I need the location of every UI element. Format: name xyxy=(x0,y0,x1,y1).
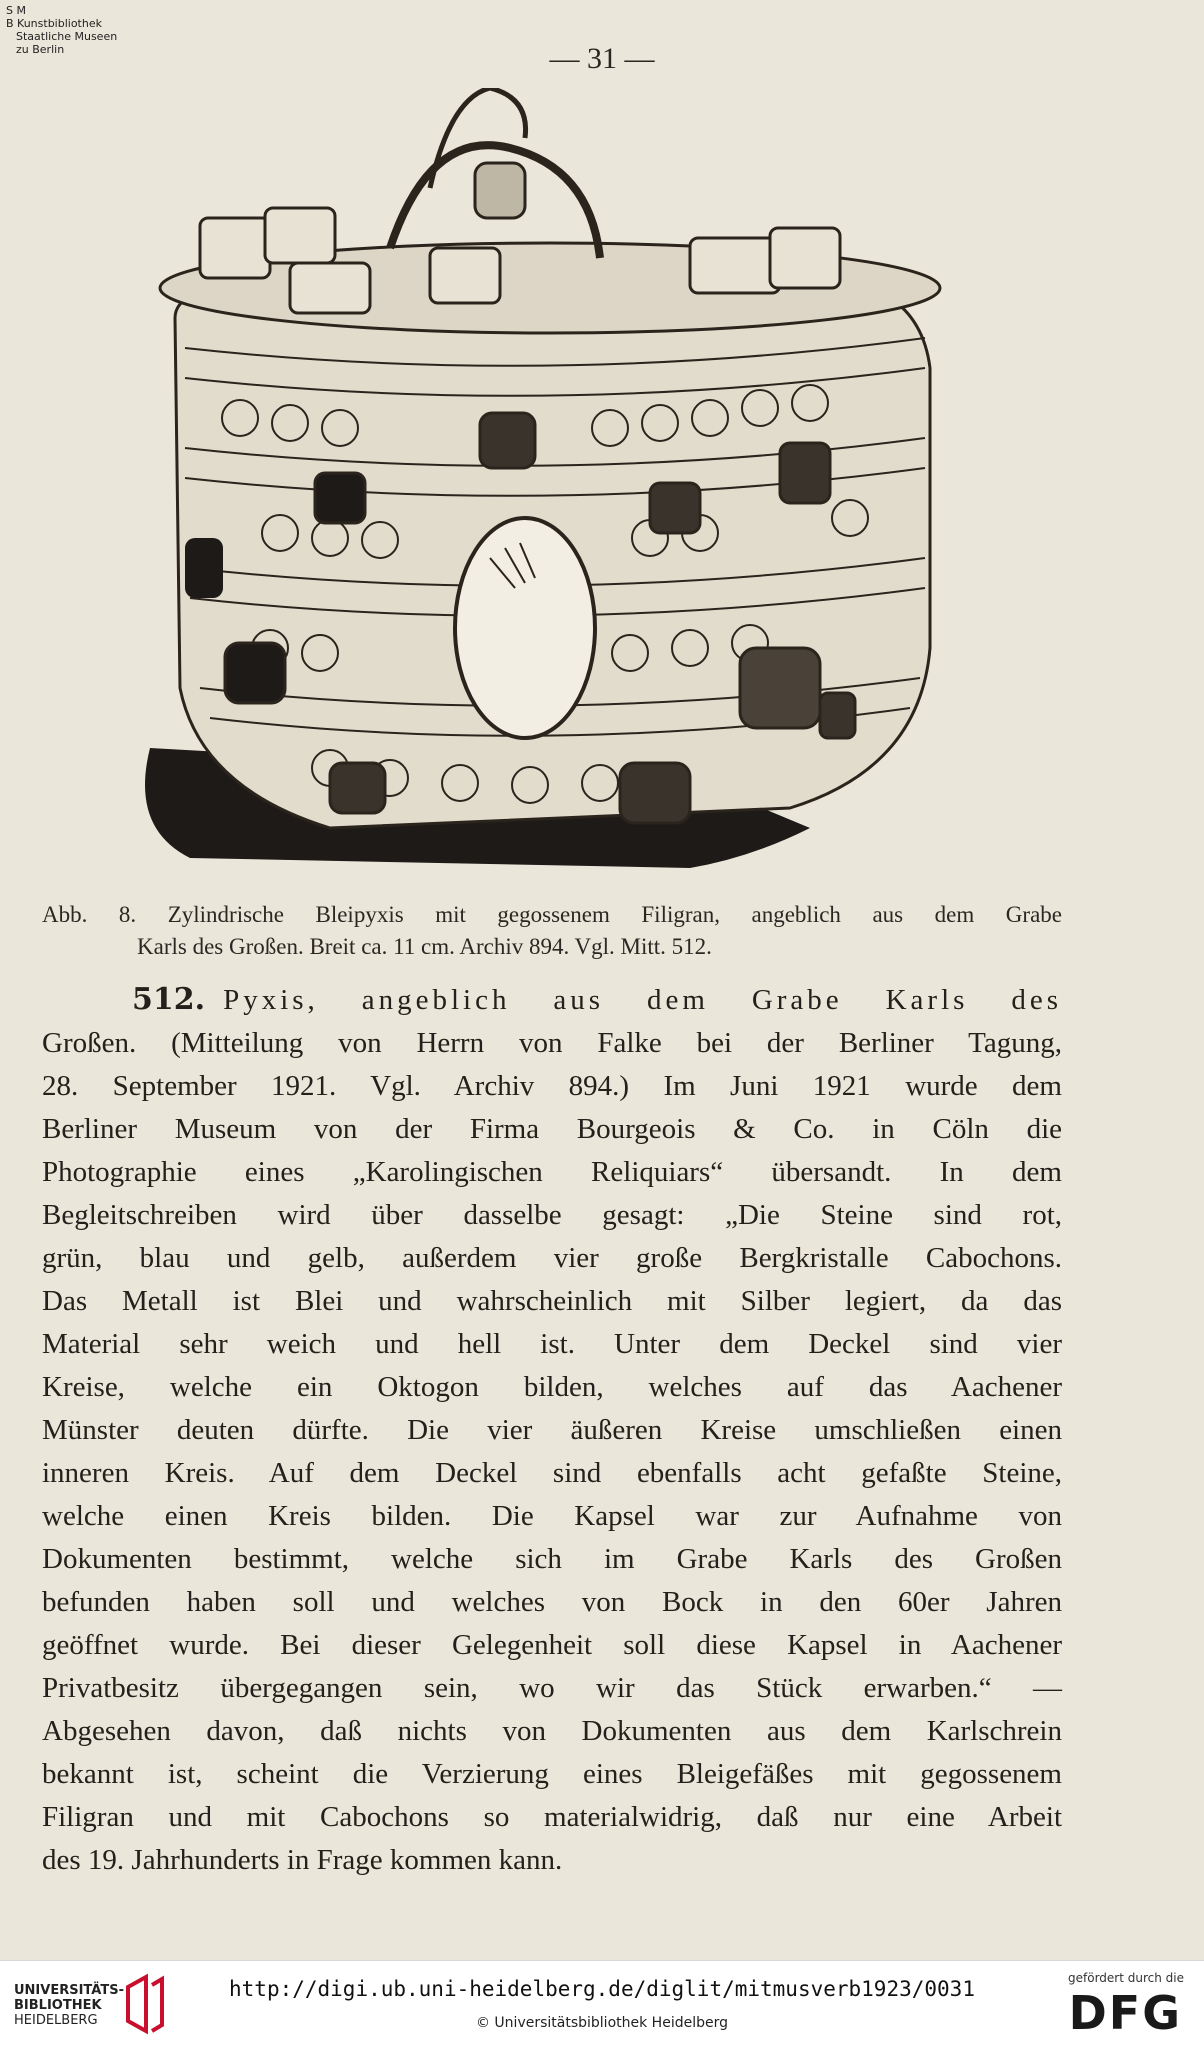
handle-stone xyxy=(475,163,525,218)
text-line: Berliner Museum von der Firma Bourgeois & Co. in Cöln die xyxy=(42,1113,1062,1145)
library-name-line: HEIDELBERG xyxy=(14,2013,98,2028)
text-line: Abgesehen davon, daß nichts von Dokumenten aus dem Karlschrein xyxy=(42,1715,1062,1747)
text-line: Privatbesitz übergegangen sein, wo wir das Stück erwarben.“ — xyxy=(42,1672,1062,1704)
permalink-url[interactable]: http://digi.ub.uni-heidelberg.de/diglit/mitmusverb1923/0031 xyxy=(229,1977,975,2001)
lead-pyxis-engraving-icon xyxy=(130,88,990,878)
text-line: Filigran und mit Cabochons so materialwidrig, daß nur eine Arbeit xyxy=(42,1801,1062,1833)
text-line: befunden haben soll und welches von Bock in den 60er Jahren xyxy=(42,1586,1062,1618)
text-line: Dokumenten bestimmt, welche sich im Grabe Karls des Großen xyxy=(42,1543,1062,1575)
text-line: grün, blau und gelb, außerdem vier große Bergkristalle Cabochons. xyxy=(42,1242,1062,1274)
stamp-line: S M xyxy=(6,4,26,17)
caption-line-2: Karls des Großen. Breit ca. 11 cm. Archiv 894. Vgl. Mitt. 512. xyxy=(137,934,712,959)
pyxis-illustration xyxy=(130,88,990,878)
library-name-line: UNIVERSITÄTS- xyxy=(14,1983,124,1998)
viewer-footer xyxy=(0,1960,1204,2050)
text-line: Münster deuten dürfte. Die vier äußeren Kreise umschließen einen xyxy=(42,1414,1062,1446)
text-line: 28. September 1921. Vgl. Archiv 894.) Im Juni 1921 wurde dem xyxy=(42,1070,1062,1102)
entry-heading-line xyxy=(42,978,1062,1022)
central-cabochon xyxy=(455,518,595,738)
caption-line-1: Abb. 8. Zylindrische Bleipyxis mit gegossenem Filigran, angeblich aus dem Grabe xyxy=(42,902,1062,927)
funder-label: gefördert durch die xyxy=(1068,1971,1184,1985)
library-name-line: BIBLIOTHEK xyxy=(14,1998,102,2013)
catalogue-entry xyxy=(42,978,1062,1882)
copyright-notice: © Universitätsbibliothek Heidelberg xyxy=(475,2015,728,2031)
dfg-logo: DFG xyxy=(1068,1986,1182,2040)
text-line: Material sehr weich und hell ist. Unter dem Deckel sind vier xyxy=(42,1328,1062,1360)
entry-number: 512. xyxy=(132,982,206,1017)
stamp-line: Staatliche Museen xyxy=(16,30,118,43)
page-number: — 31 — xyxy=(549,42,655,75)
text-line: Das Metall ist Blei und wahrscheinlich mit Silber legiert, da das xyxy=(42,1285,1062,1317)
figure-caption xyxy=(42,899,1062,963)
stamp-line: B Kunstbibliothek xyxy=(6,17,102,30)
text-line: bekannt ist, scheint die Verzierung eines Bleigefäßes mit gegossenem xyxy=(42,1758,1062,1790)
text-line: Begleitschreiben wird über dasselbe gesagt: „Die Steine sind rot, xyxy=(42,1199,1062,1231)
text-line: inneren Kreis. Auf dem Deckel sind ebenfalls acht gefaßte Steine, xyxy=(42,1457,1062,1489)
text-line: Kreise, welche ein Oktogon bilden, welches auf das Aachener xyxy=(42,1371,1062,1403)
text-line: Großen. (Mitteilung von Herrn von Falke bei der Berliner Tagung, xyxy=(42,1027,1062,1059)
text-line: des 19. Jahrhunderts in Frage kommen kann. xyxy=(42,1844,563,1876)
text-line: geöffnet wurde. Bei dieser Gelegenheit soll diese Kapsel in Aachener xyxy=(42,1629,1062,1661)
text-line: welche einen Kreis bilden. Die Kapsel war zur Aufnahme von xyxy=(42,1500,1062,1532)
text-line: Photographie eines „Karolingischen Reliquiars“ übersandt. In dem xyxy=(42,1156,1062,1188)
entry-heading: Pyxis, angeblich aus dem Grabe Karls des xyxy=(223,984,1062,1016)
stamp-line: zu Berlin xyxy=(16,43,65,56)
